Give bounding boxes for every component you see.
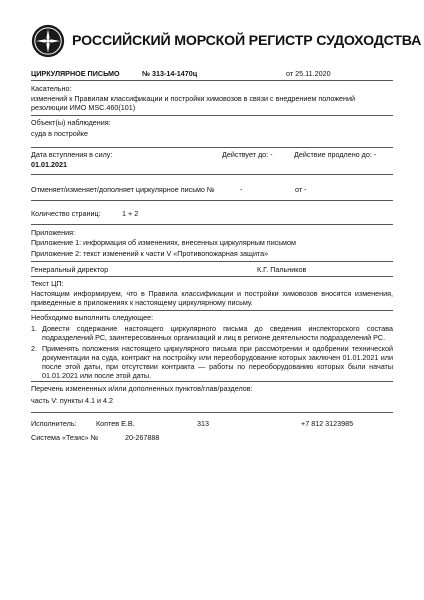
- organization-name: РОССИЙСКИЙ МОРСКОЙ РЕГИСТР СУДОХОДСТВА: [72, 33, 422, 49]
- divider: [31, 147, 393, 148]
- divider: [31, 310, 393, 311]
- letter-number: № 313-14-1470ц: [142, 69, 198, 78]
- divider: [31, 276, 393, 277]
- signatory-position: Генеральный директор: [31, 265, 109, 274]
- letter-type: ЦИРКУЛЯРНОЕ ПИСЬМО: [31, 69, 120, 78]
- pages-value: 1 + 2: [122, 209, 139, 218]
- attachment-item: Приложение 1: информация об изменениях, внесенных циркулярным письмом: [31, 238, 296, 247]
- divider: [31, 381, 393, 382]
- extended-until: Действие продлено до: -: [294, 150, 377, 159]
- executor-ext: 313: [197, 419, 209, 428]
- pages-label: Количество страниц:: [31, 209, 101, 218]
- valid-until: Действует до: -: [222, 150, 273, 159]
- objects-label: Объект(ы) наблюдения:: [31, 118, 111, 127]
- divider: [31, 80, 393, 81]
- action-number: 2.: [31, 344, 37, 353]
- objects-text: суда в постройке: [31, 129, 88, 138]
- subject-text: изменений к Правилам классификации и постройки химовозов в связи с внедрением положений резолюции ИМО MSC.460(101): [31, 94, 356, 112]
- divider: [31, 261, 393, 262]
- entry-date-value: 01.01.2021: [31, 160, 67, 169]
- subject-label: Касательно:: [31, 84, 72, 93]
- tezis-label: Система «Тезис» №: [31, 433, 99, 442]
- body-text: Настоящим информируем, что в Правила классификации и постройки химовозов вносятся изменения, приведенные в приложениях к настоящему циркулярному письму.: [31, 289, 393, 307]
- actions-label: Необходимо выполнить следующее:: [31, 313, 154, 322]
- action-number: 1.: [31, 324, 37, 333]
- body-text-label: Текст ЦП:: [31, 279, 64, 288]
- executor-phone: +7 812 3123985: [301, 419, 354, 428]
- executor-name: Коптев Е.В.: [96, 419, 135, 428]
- divider: [31, 224, 393, 225]
- action-text: Довести содержание настоящего циркулярного письма до сведения инспекторского состава подразделений РС, заинтересованных организаций и лиц в регионе деятельности подразделений РС.: [42, 324, 393, 342]
- replaces-date: от -: [295, 185, 307, 194]
- changed-items-text: часть V: пункты 4.1 и 4.2: [31, 396, 114, 405]
- divider: [31, 200, 393, 201]
- replaces-number: -: [240, 185, 243, 194]
- changed-items-label: Перечень измененных и/или дополненных пунктов/глав/разделов:: [31, 384, 253, 393]
- divider: [31, 115, 393, 116]
- attachments-label: Приложения:: [31, 228, 76, 237]
- replaces-label: Отменяет/изменяет/дополняет циркулярное письмо №: [31, 185, 215, 194]
- letter-date: от 25.11.2020: [286, 69, 331, 78]
- signatory-name: К.Г. Пальников: [257, 265, 307, 274]
- attachment-item: Приложение 2: текст изменений к части V «Противопожарная защита»: [31, 249, 269, 258]
- divider: [31, 412, 393, 413]
- rs-logo-icon: [31, 24, 65, 58]
- entry-date-label: Дата вступления в силу:: [31, 150, 113, 159]
- executor-label: Исполнитель:: [31, 419, 77, 428]
- tezis-number: 20-267888: [125, 433, 160, 442]
- action-text: Применять положения настоящего циркулярного письма при рассмотрении и одобрении технической документации на суда, контракт на постройку или переоборудование которых заключен 01.01.2021 или после этой даты, при отсутствии контракта — работы по переоборудованию которых были начаты 01.01.2021 или после этой даты.: [42, 344, 393, 380]
- divider: [31, 174, 393, 175]
